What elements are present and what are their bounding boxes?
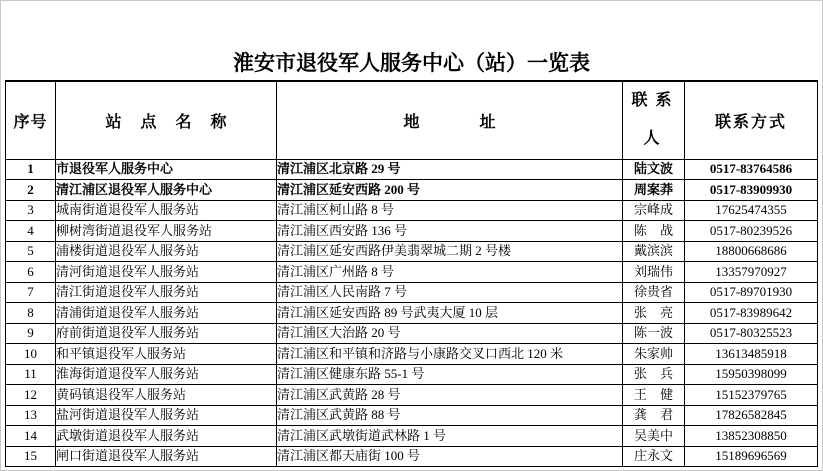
cell-station-name: 清江街道退役军人服务站 [56,282,277,303]
cell-address: 清江浦区和平镇和济路与小康路交叉口西北 120 米 [277,344,623,365]
cell-address: 清江浦区柯山路 8 号 [277,200,623,221]
cell-index: 5 [6,241,56,262]
cell-station-name: 浦楼街道退役军人服务站 [56,241,277,262]
cell-contact-person: 王 健 [623,385,685,406]
cell-index: 15 [6,446,56,467]
cell-address: 清江浦区延安西路 200 号 [277,180,623,201]
cell-contact-method: 15189696569 [685,446,818,467]
table-row [6,262,818,283]
cell-contact-method: 18800668686 [685,241,818,262]
table-row [6,180,818,201]
header-row [6,81,818,159]
cell-address: 清江浦区人民南路 7 号 [277,282,623,303]
header-station-name [56,81,277,159]
cell-contact-method: 15152379765 [685,385,818,406]
cell-contact-person: 陈 战 [623,221,685,242]
cell-station-name: 清江浦区退役军人服务中心 [56,180,277,201]
cell-index: 9 [6,323,56,344]
table-header [6,81,818,159]
cell-index: 12 [6,385,56,406]
cell-address: 清江浦区西安路 136 号 [277,221,623,242]
cell-contact-person: 刘瑞伟 [623,262,685,283]
cell-contact-method: 17826582845 [685,405,818,426]
cell-address: 清江浦区延安西路 89 号武夷大厦 10 层 [277,303,623,324]
cell-contact-method: 13357970927 [685,262,818,283]
cell-contact-person: 张 兵 [623,364,685,385]
cell-index: 2 [6,180,56,201]
cell-address: 清江浦区都天庙街 100 号 [277,446,623,467]
cell-contact-person: 朱家帅 [623,344,685,365]
cell-station-name: 黄码镇退役军人服务站 [56,385,277,406]
cell-index: 3 [6,200,56,221]
cell-station-name: 淮海街道退役军人服务站 [56,364,277,385]
cell-address: 清江浦区广州路 8 号 [277,262,623,283]
cell-station-name: 府前街道退役军人服务站 [56,323,277,344]
service-center-table [5,80,818,467]
table-row [6,303,818,324]
cell-index: 14 [6,426,56,447]
cell-station-name: 城南街道退役军人服务站 [56,200,277,221]
cell-index: 7 [6,282,56,303]
cell-index: 13 [6,405,56,426]
cell-contact-method: 0517-80325523 [685,323,818,344]
cell-index: 8 [6,303,56,324]
cell-contact-person: 宗峰成 [623,200,685,221]
cell-index: 6 [6,262,56,283]
cell-index: 4 [6,221,56,242]
cell-address: 清江浦区武黄路 28 号 [277,385,623,406]
cell-contact-person: 吴美中 [623,426,685,447]
table-title: 淮安市退役军人服务中心（站）一览表 [233,51,590,75]
cell-contact-person: 陆文波 [623,159,685,180]
cell-station-name: 和平镇退役军人服务站 [56,344,277,365]
table-row [6,426,818,447]
table-body [6,159,818,467]
table-row [6,405,818,426]
table-row [6,446,818,467]
cell-index: 10 [6,344,56,365]
cell-contact-method: 0517-83764586 [685,159,818,180]
table-row [6,344,818,365]
cell-contact-method: 13852308850 [685,426,818,447]
cell-station-name: 盐河街道退役军人服务站 [56,405,277,426]
cell-contact-method: 0517-83989642 [685,303,818,324]
table-row [6,200,818,221]
table-row [6,282,818,303]
table-row [6,323,818,344]
cell-address: 清江浦区延安西路伊美翡翠城二期 2 号楼 [277,241,623,262]
cell-contact-person: 张 亮 [623,303,685,324]
table-row [6,159,818,180]
table-row [6,385,818,406]
cell-contact-method: 0517-80239526 [685,221,818,242]
cell-address: 清江浦区武墩街道武林路 1 号 [277,426,623,447]
cell-contact-method: 0517-89701930 [685,282,818,303]
cell-index: 11 [6,364,56,385]
cell-contact-person: 徐贵省 [623,282,685,303]
cell-station-name: 闸口街道退役军人服务站 [56,446,277,467]
cell-contact-person: 庄永文 [623,446,685,467]
header-station-name-label: 站 点 名 称 [105,113,227,131]
cell-contact-method: 13613485918 [685,344,818,365]
cell-address: 清江浦区北京路 29 号 [277,159,623,180]
cell-station-name: 市退役军人服务中心 [56,159,277,180]
cell-index: 1 [6,159,56,180]
cell-station-name: 清河街道退役军人服务站 [56,262,277,283]
cell-address: 清江浦区武黄路 88 号 [277,405,623,426]
header-index: 序号 [6,81,56,159]
cell-station-name: 清浦街道退役军人服务站 [56,303,277,324]
cell-contact-method: 0517-83909930 [685,180,818,201]
header-address-label: 地 址 [403,113,496,131]
header-contact-method: 联系方式 [685,81,818,159]
cell-contact-person: 陈一波 [623,323,685,344]
cell-address: 清江浦区健康东路 55-1 号 [277,364,623,385]
table-row [6,221,818,242]
cell-contact-person: 龚 君 [623,405,685,426]
cell-station-name: 武墩街道退役军人服务站 [56,426,277,447]
cell-contact-method: 17625474355 [685,200,818,221]
cell-station-name: 柳树湾街道退役军人服务站 [56,221,277,242]
cell-address: 清江浦区大治路 20 号 [277,323,623,344]
header-contact-person-label: 联系人 [631,92,680,148]
cell-contact-person: 周案莽 [623,180,685,201]
cell-contact-method: 15950398099 [685,364,818,385]
table-row [6,241,818,262]
header-address [277,81,623,159]
header-contact-person [623,81,685,159]
cell-contact-person: 戴滨滨 [623,241,685,262]
table-row [6,364,818,385]
